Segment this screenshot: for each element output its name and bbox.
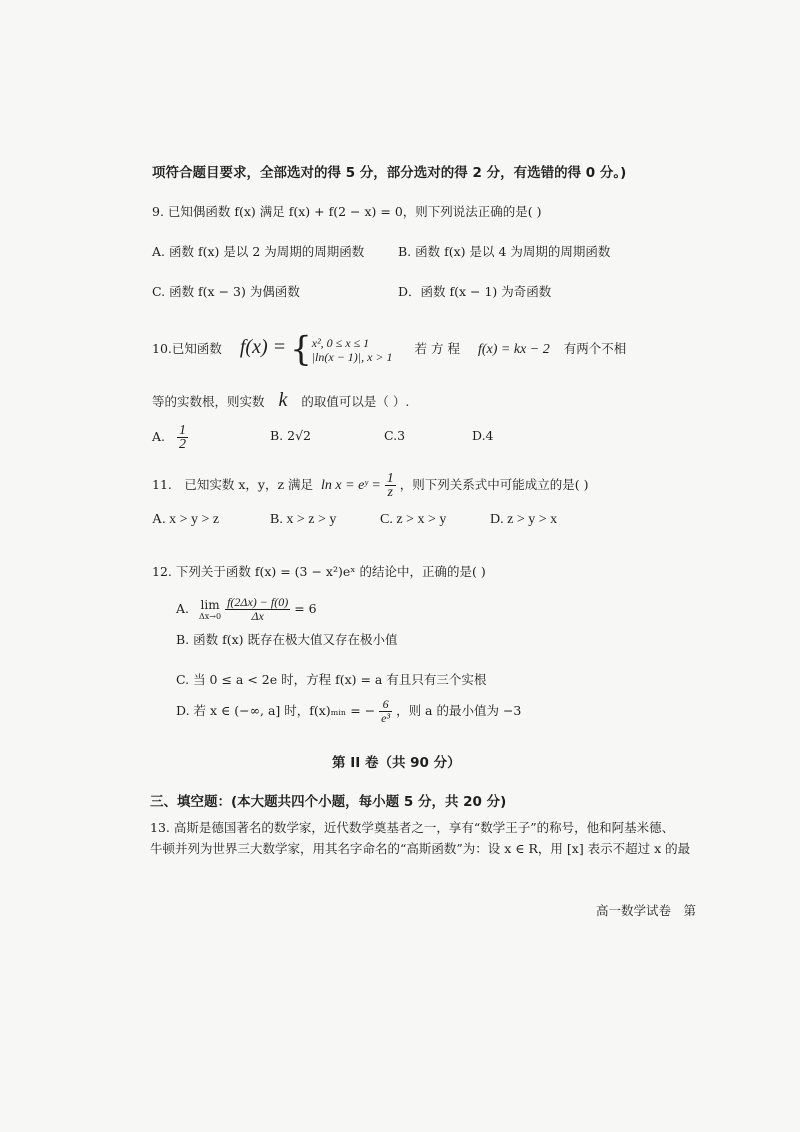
q10-brace: {: [290, 329, 312, 370]
instructions-note: 项符合题目要求，全部选对的得 5 分，部分选对的得 2 分，有选错的得 0 分。): [152, 165, 627, 181]
q10-line2-text: 等的实数根，则实数: [152, 394, 265, 409]
q11-frac-num: 1: [386, 471, 394, 486]
q10-option-a-num: 1: [179, 423, 186, 438]
q12-option-d: [176, 696, 521, 726]
q12-option-a: [176, 594, 317, 624]
q10-case-2: |ln(x − 1)|, x > 1: [311, 349, 393, 364]
q9-option-d: D．函数 f(x − 1) 为奇函数: [398, 284, 552, 299]
q12-limit: [199, 599, 221, 621]
q11-frac-den: z: [387, 485, 393, 500]
q10-option-d: D.4: [472, 428, 494, 443]
q11-option-a: A. x > y > z: [152, 512, 220, 527]
q12-lim-subscript: Δx→0: [199, 611, 222, 621]
q9-option-b: B. 函数 f(x) 是以 4 为周期的周期函数: [398, 244, 611, 259]
q12-lim-num: f(2Δx) − f(0): [227, 595, 289, 609]
q11-equation: ln x = eʸ =: [321, 478, 381, 493]
q11-option-b: B. x > z > y: [270, 512, 337, 527]
q12-d-num: 6: [379, 698, 392, 712]
q13-line1: 13. 高斯是德国著名的数学家，近代数学奠基者之一，享有“数学王子”的称号，他和阿基米德、: [150, 820, 675, 835]
q9-option-a: A. 函数 f(x) 是以 2 为周期的周期函数: [152, 244, 365, 259]
q10-k: k: [278, 389, 288, 411]
q12-option-b: B. 函数 f(x) 既存在极大值又存在极小值: [176, 632, 398, 647]
page-footer: 高一数学试卷 第: [596, 903, 697, 918]
q11-stem: [152, 470, 589, 501]
q12-option-a-tail: = 6: [294, 601, 317, 616]
q12-option-c: C. 当 0 ≤ a < 2e 时，方程 f(x) = a 有且只有三个实根: [176, 672, 487, 687]
q10-option-a-label: A.: [152, 429, 166, 444]
q10-option-a: [152, 422, 188, 452]
q12-option-d-post: ，则 a 的最小值为 −3: [396, 703, 522, 718]
q10-stem: [152, 329, 627, 370]
q9-option-c: C. 函数 f(x − 3) 为偶函数: [152, 284, 300, 299]
q10-case-1: x², 0 ≤ x ≤ 1: [311, 335, 370, 350]
q13-line2: 牛顿并列为世界三大数学家，用其名字命名的“高斯函数”为：设 x ∈ R，用 [x] 表示不超过 x 的最: [150, 841, 691, 856]
q9-stem: 9. 已知偶函数 f(x) 满足 f(x) + f(2 − x) = 0，则下列说法正确的是( ): [152, 204, 542, 219]
q12-lim-text: lim: [200, 597, 220, 612]
q12-stem: 12. 下列关于函数 f(x) = (3 − x²)eˣ 的结论中，正确的是( ): [152, 564, 486, 579]
q10-line2: [152, 389, 410, 411]
q11-stem-post: ，则下列关系式中可能成立的是( ): [399, 477, 589, 492]
q11-option-d: D. z > y > x: [490, 512, 558, 527]
q12-option-d-pre: D. 若 x ∈ (−∞, a] 时，f(x)ₘᵢₙ = −: [176, 703, 376, 718]
q10-option-b: B. 2√2: [270, 428, 312, 443]
q10-line2-end: 的取值可以是（ ）.: [301, 394, 410, 409]
q11-fraction: [385, 472, 396, 499]
q12-option-a-label: A.: [176, 601, 190, 616]
q11-option-c: C. z > x > y: [380, 512, 447, 527]
q10-option-a-den: 2: [179, 437, 186, 452]
q12-limit-fraction: [225, 596, 290, 623]
q10-option-a-fraction: [177, 424, 188, 451]
q10-option-c: C.3: [384, 428, 406, 443]
q12-d-den: e³: [381, 711, 391, 725]
q10-prefix: 10.已知函数: [152, 341, 222, 356]
section3-title: 三、填空题：(本大题共四个小题，每小题 5 分，共 20 分): [150, 794, 507, 810]
part2-title: 第 II 卷（共 90 分）: [332, 755, 461, 771]
q11-stem-pre: 11. 已知实数 x，y，z 满足: [152, 477, 314, 492]
q10-mid: 若 方 程: [414, 341, 460, 356]
q10-piecewise: [312, 336, 393, 364]
q10-function-name: f(x) =: [239, 336, 287, 358]
q10-suffix: 有两个不相: [563, 341, 627, 356]
q12-lim-den: Δx: [251, 609, 264, 623]
q10-equation: f(x) = kx − 2: [477, 342, 550, 357]
q12-option-d-fraction: [379, 698, 392, 725]
